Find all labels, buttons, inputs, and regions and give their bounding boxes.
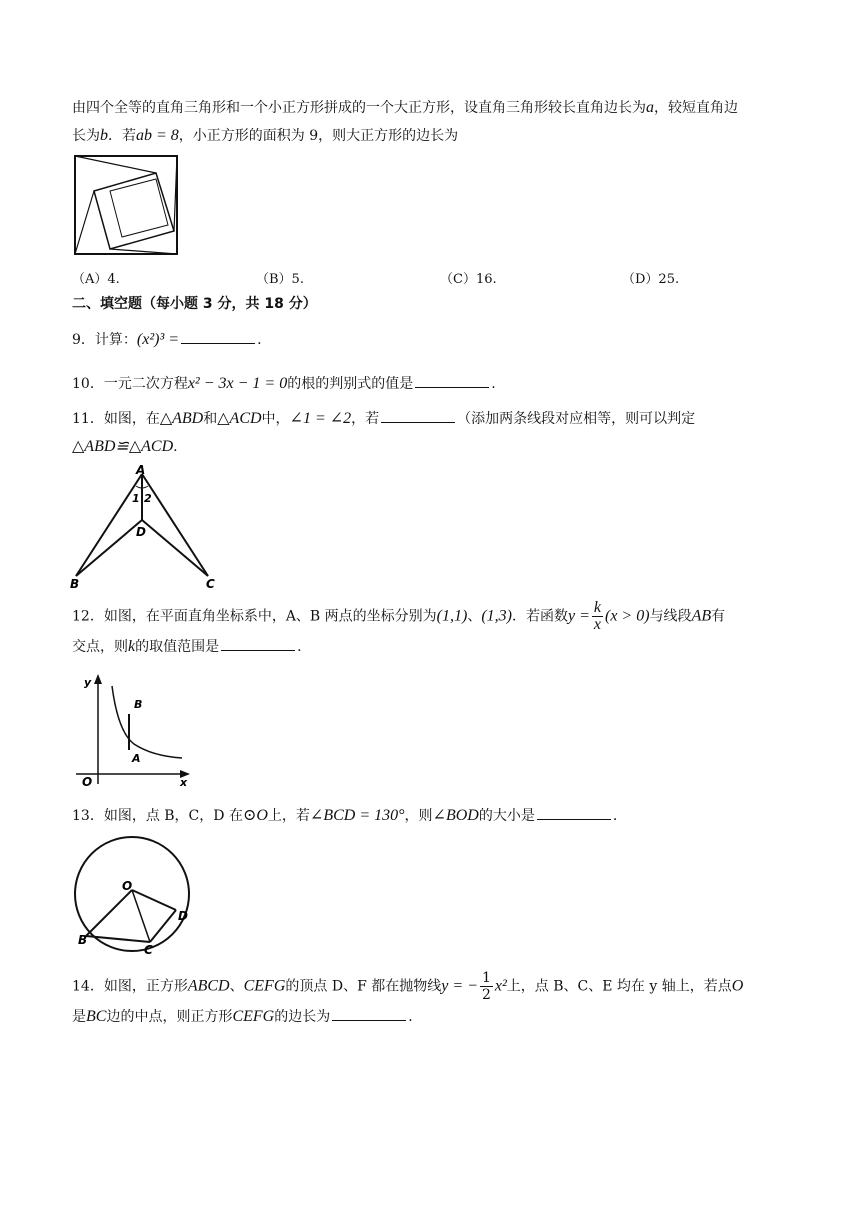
q12-label-o: O bbox=[82, 775, 93, 789]
q8-option-d: （D）25. bbox=[622, 272, 680, 287]
q14-answer-blank[interactable] bbox=[332, 1006, 406, 1021]
q11-triangle-figure bbox=[68, 462, 228, 592]
q11-answer-blank[interactable] bbox=[381, 408, 455, 423]
q10: 10．一元二次方程x² − 3x − 1 = 0的根的判别式的值是 . bbox=[72, 375, 496, 392]
q12: 12．如图，在平面直角坐标系中，A、B 两点的坐标分别为(1,1)、(1,3)．若函数y = $\frac{k}{x}$ (x > 0)与线段AB有 交点，则k的取值范围是 . bbox=[72, 599, 726, 655]
q11-label-1: 1 bbox=[132, 492, 140, 505]
q8-square-figure bbox=[72, 153, 180, 257]
q11-label-c: C bbox=[206, 577, 215, 591]
section-heading: 二、填空题（每小题 3 分，共 18 分） bbox=[72, 296, 317, 312]
q12-answer-blank[interactable] bbox=[221, 636, 295, 651]
q12-label-b: B bbox=[134, 698, 143, 711]
q10-answer-blank[interactable] bbox=[415, 373, 489, 388]
q8-text: 由四个全等的直角三角形和一个小正方形拼成的一个大正方形，设直角三角形较长直角边长为a，较短直角边 长为b．若ab = 8，小正方形的面积为 9，则大正方形的边长为 bbox=[72, 99, 738, 144]
q13-label-o: O bbox=[122, 879, 133, 893]
q14: 14．如图，正方形ABCD、CEFG的顶点 D、F 都在抛物线y = − $\frac{1}{2}$ x²上，点 B、C、E 均在 y 轴上，若点O 是BC边的中点，则正方形CEFG的边长为 . bbox=[72, 970, 744, 1025]
q11-label-b: B bbox=[70, 577, 80, 591]
q9: 9．计算：(x²)³ = . bbox=[72, 331, 262, 348]
q8-option-b: （B）5. bbox=[256, 272, 304, 287]
q13-label-c: C bbox=[144, 943, 153, 956]
q9-answer-blank[interactable] bbox=[181, 329, 255, 344]
q13-circle-figure bbox=[70, 834, 194, 956]
q13-answer-blank[interactable] bbox=[537, 805, 611, 820]
q11-label-a: A bbox=[136, 463, 146, 477]
q11-label-d: D bbox=[136, 525, 146, 539]
q12-label-y: y bbox=[84, 676, 92, 689]
q13-label-d: D bbox=[178, 909, 188, 923]
q8-option-c: （C）16. bbox=[440, 272, 497, 287]
q13: 13．如图，点 B，C，D 在⊙O上，若∠BCD = 130°，则∠BOD的大小是 . bbox=[72, 807, 618, 824]
q12-label-x: x bbox=[180, 776, 188, 789]
q13-label-b: B bbox=[78, 933, 88, 947]
q11: 11．如图，在△ABD和△ACD中，∠1 = ∠2，若 （添加两条线段对应相等，则可以判定 △ABD≌△ACD. bbox=[72, 410, 696, 455]
q11-label-2: 2 bbox=[144, 492, 152, 505]
q8-option-a: （A）4. bbox=[72, 272, 120, 287]
q12-label-a: A bbox=[132, 752, 141, 765]
q12-coordinate-figure bbox=[72, 672, 198, 790]
